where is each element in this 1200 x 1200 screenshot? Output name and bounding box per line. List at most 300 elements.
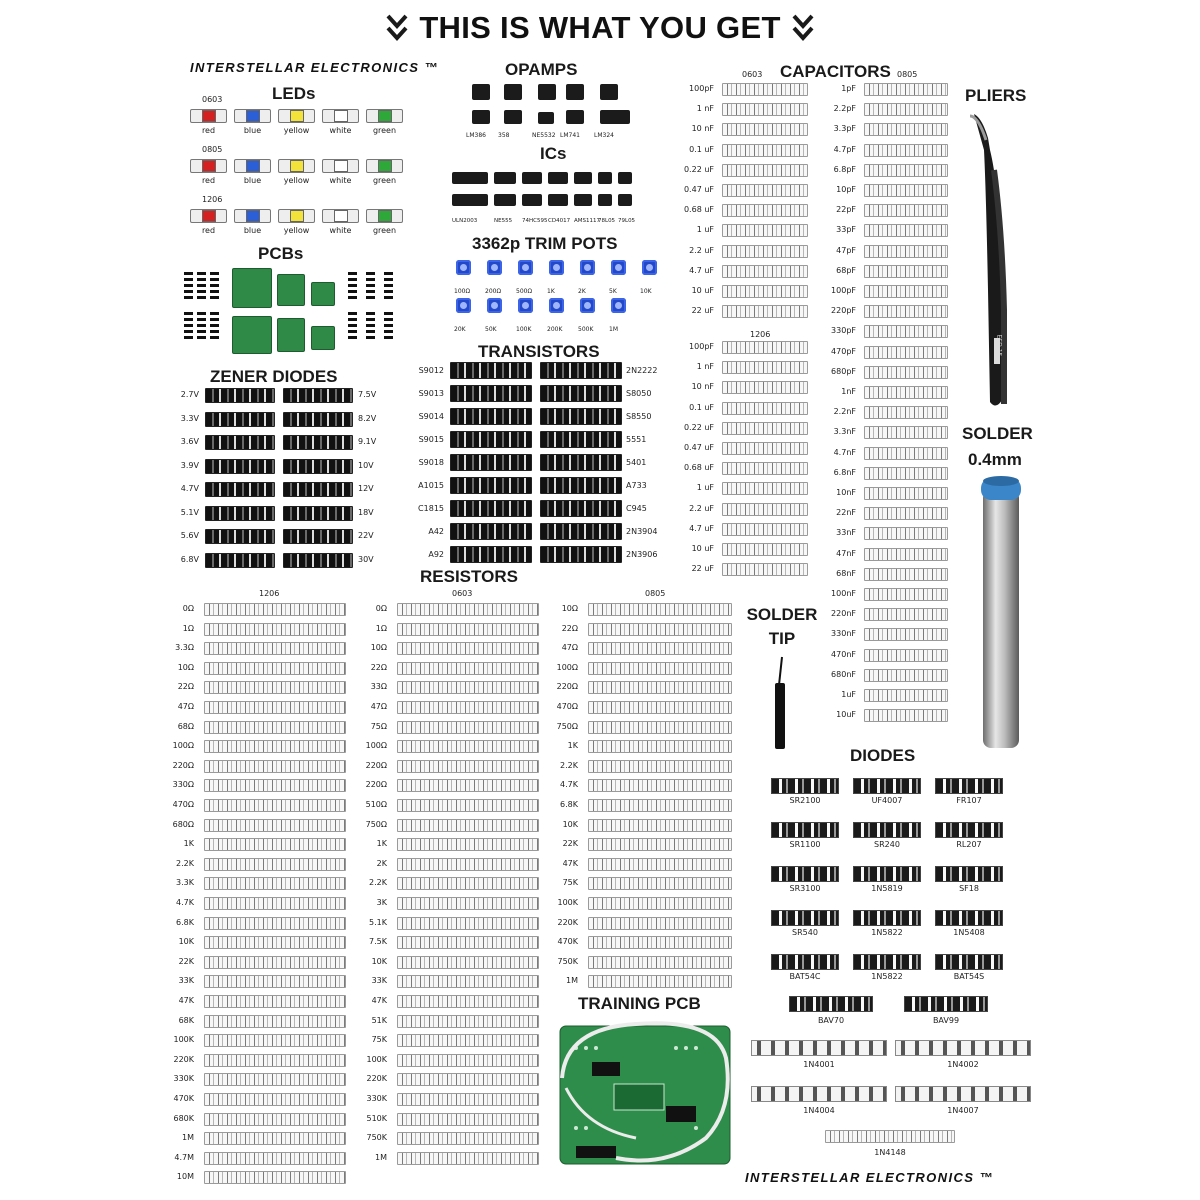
resistor-label: 6.8K — [176, 917, 194, 927]
resistor-label: 680K — [173, 1113, 194, 1123]
diode-label: 1N4004 — [803, 1106, 835, 1115]
resistor-label: 470Ω — [172, 800, 194, 809]
capacitor-label: 47pF — [836, 245, 856, 255]
transistor-strip — [540, 408, 622, 425]
resistor-strip — [588, 642, 732, 655]
brand-top: INTERSTELLAR ELECTRONICS ™ — [190, 60, 439, 75]
solder-tip-icon — [770, 655, 792, 753]
resistor-label: 330K — [173, 1074, 194, 1084]
transistor-label: A42 — [428, 527, 444, 536]
transistor-label: C945 — [626, 504, 647, 513]
zener-label: 10V — [358, 460, 374, 470]
trimpot-label: 500Ω — [516, 288, 533, 295]
led-swatch — [290, 210, 304, 222]
capacitor-label: 22 uF — [691, 306, 714, 316]
capacitor-strip — [864, 568, 948, 581]
transistor-strip — [540, 546, 622, 563]
pin-header — [366, 272, 375, 299]
resistor-label: 6.8K — [560, 800, 578, 809]
pliers-mark: ESD-15 — [995, 334, 1003, 357]
transistor-label: S9014 — [418, 412, 444, 421]
resistor-strip — [397, 877, 539, 890]
resistor-label: 100K — [173, 1035, 194, 1045]
resistor-strip — [397, 799, 539, 812]
solder-heading: SOLDER — [962, 424, 1033, 443]
transistor-label: S9018 — [418, 458, 444, 467]
resistor-strip — [397, 1015, 539, 1028]
transistor-label: S9012 — [418, 366, 444, 375]
capacitor-label: 47nF — [836, 548, 856, 558]
capacitor-label: 10uF — [836, 710, 856, 720]
zener-strip — [283, 529, 353, 544]
pin-header — [184, 272, 193, 299]
capacitor-strip — [864, 527, 948, 540]
capacitor-strip — [864, 265, 948, 278]
trimpot-label: 500K — [578, 326, 594, 333]
trimpot — [549, 298, 564, 313]
res-0805-column — [548, 603, 738, 1003]
transistor-strip — [450, 454, 532, 471]
resistor-strip — [588, 662, 732, 675]
trimpot-label: 1M — [609, 326, 618, 333]
capacitor-strip — [722, 563, 808, 576]
resistor-strip — [397, 642, 539, 655]
led-color-label: white — [329, 126, 352, 135]
ic-label: 79L05 — [618, 218, 636, 224]
diode-strip — [935, 910, 1003, 926]
transistor-strip — [540, 431, 622, 448]
capacitor-strip — [864, 649, 948, 662]
diode-strip — [853, 954, 921, 970]
capacitor-strip — [722, 103, 808, 116]
resistor-strip — [588, 858, 732, 871]
resistor-strip — [588, 975, 732, 988]
resistor-label: 51K — [371, 1015, 387, 1025]
resistor-strip — [204, 1113, 346, 1126]
resistor-label: 100Ω — [172, 741, 194, 751]
capacitor-strip — [864, 245, 948, 258]
capacitor-strip — [864, 426, 948, 439]
transistor-strip — [540, 362, 622, 379]
capacitor-label: 100pF — [689, 84, 714, 93]
capacitor-strip — [722, 305, 808, 318]
capacitor-label: 470pF — [831, 346, 856, 356]
diode-label: 1N4148 — [874, 1148, 906, 1157]
diode-label: SR1100 — [789, 840, 821, 849]
res-0805-label: 0805 — [645, 589, 666, 598]
transistor-strip — [450, 500, 532, 517]
capacitor-label: 10 uF — [691, 286, 714, 295]
led-color-label: white — [329, 226, 352, 235]
training-heading: TRAINING PCB — [578, 994, 701, 1013]
resistor-strip — [588, 838, 732, 851]
led-strip — [234, 109, 271, 123]
capacitor-label: 0.68 uF — [683, 205, 714, 215]
capacitor-strip — [864, 305, 948, 318]
diode-strip — [853, 778, 921, 794]
resistor-label: 3K — [376, 898, 387, 907]
led-color-label: red — [201, 176, 216, 185]
led-color-label: yellow — [283, 176, 310, 185]
ic-chip — [494, 172, 516, 184]
double-chevron-down-icon — [791, 12, 815, 44]
capacitor-strip — [722, 381, 808, 394]
resistor-label: 47Ω — [561, 643, 578, 653]
led-swatch — [334, 210, 348, 222]
resistor-strip — [204, 662, 346, 675]
opamp-label: LM386 — [466, 132, 486, 139]
opamp-label: NE5532 — [532, 132, 556, 139]
capacitor-strip — [722, 164, 808, 177]
zener-strip — [205, 506, 275, 521]
resistor-strip — [397, 1132, 539, 1145]
capacitor-strip — [864, 467, 948, 480]
transistor-label: C1815 — [418, 504, 444, 513]
capacitor-label: 330nF — [831, 629, 856, 639]
diode-strip — [935, 866, 1003, 882]
resistor-label: 2.2K — [176, 858, 194, 868]
capacitor-label: 2.2nF — [833, 407, 856, 417]
zener-strip — [283, 506, 353, 521]
double-chevron-down-icon — [385, 12, 409, 44]
adapter-pcb — [232, 316, 272, 354]
led-swatch — [246, 110, 260, 122]
pin-header — [197, 272, 206, 299]
trimpots-heading: 3362p TRIM POTS — [472, 234, 618, 253]
resistor-strip — [397, 1073, 539, 1086]
capacitor-label: 680pF — [831, 366, 856, 376]
capacitor-label: 0.47 uF — [683, 185, 714, 194]
resistor-strip — [397, 858, 539, 871]
resistor-strip — [397, 1034, 539, 1047]
zener-strip — [205, 412, 275, 427]
cap-0805-column — [820, 84, 952, 724]
capacitor-strip — [722, 503, 808, 516]
capacitor-strip — [722, 402, 808, 415]
capacitor-strip — [864, 669, 948, 682]
resistor-strip — [397, 662, 539, 675]
res-0603-column — [355, 603, 545, 1193]
resistor-label: 680Ω — [172, 819, 194, 829]
led-strip — [322, 109, 359, 123]
zener-strip — [283, 482, 353, 497]
diode-label: BAT54S — [953, 972, 985, 981]
resistor-strip — [204, 1073, 346, 1086]
zener-strip — [283, 412, 353, 427]
ic-label: CD4017 — [548, 218, 571, 224]
led-strip — [278, 209, 315, 223]
zener-section — [165, 388, 390, 578]
trimpot-label: 10K — [640, 288, 652, 295]
diode-strip — [825, 1130, 955, 1143]
capacitor-label: 10 uF — [691, 544, 714, 553]
resistor-label: 100K — [557, 898, 578, 907]
tweezers-icon — [960, 110, 1020, 412]
capacitor-strip — [864, 164, 948, 177]
cap-1206-label: 1206 — [750, 330, 771, 339]
trimpot-label: 200Ω — [485, 288, 502, 295]
diode-label: SF18 — [959, 884, 979, 893]
transistor-strip — [450, 546, 532, 563]
led-color-label: white — [329, 176, 352, 185]
resistor-label: 4.7M — [174, 1152, 194, 1162]
capacitor-label: 33nF — [836, 528, 856, 538]
resistor-strip — [204, 819, 346, 832]
adapter-pcb — [311, 282, 335, 306]
capacitor-strip — [864, 608, 948, 621]
led-strip — [190, 109, 227, 123]
capacitor-label: 3.3pF — [833, 124, 856, 134]
resistor-label: 1M — [566, 976, 578, 986]
resistor-strip — [397, 603, 539, 616]
diode-strip — [935, 822, 1003, 838]
zener-label: 3.6V — [180, 437, 199, 446]
zener-label: 2.7V — [180, 390, 199, 399]
capacitor-strip — [722, 123, 808, 136]
trimpot-label: 20K — [454, 326, 466, 333]
resistor-label: 0Ω — [375, 604, 387, 613]
transistors-section — [408, 362, 670, 567]
led-strip — [366, 209, 403, 223]
capacitor-label: 33pF — [836, 225, 856, 235]
resistor-label: 1Ω — [375, 623, 387, 633]
resistor-strip — [204, 858, 346, 871]
capacitor-strip — [864, 709, 948, 722]
led-size-label: 0603 — [202, 95, 223, 104]
transistor-strip — [450, 477, 532, 494]
opamp-label: LM741 — [560, 132, 580, 139]
zener-strip — [205, 435, 275, 450]
opamp-chip — [472, 110, 490, 124]
resistor-label: 220Ω — [556, 682, 578, 692]
resistor-label: 22K — [562, 839, 578, 849]
zener-strip — [283, 435, 353, 450]
capacitor-strip — [864, 447, 948, 460]
ic-chip — [452, 172, 488, 184]
resistor-strip — [588, 897, 732, 910]
resistor-strip — [397, 1093, 539, 1106]
transistor-label: 2N3904 — [626, 527, 658, 536]
resistor-strip — [204, 1015, 346, 1028]
zener-label: 12V — [358, 484, 374, 493]
trimpot-label: 50K — [485, 326, 497, 333]
resistor-label: 750Ω — [365, 819, 387, 829]
zener-strip — [205, 553, 275, 568]
led-swatch — [334, 110, 348, 122]
diode-label: 1N5822 — [871, 972, 903, 981]
transistor-label: 2N3906 — [626, 550, 658, 559]
diode-label: FR107 — [956, 796, 982, 805]
resistor-label: 4.7K — [560, 780, 578, 790]
ic-label: 74HC595 — [522, 218, 548, 224]
cap-1206-column — [676, 342, 814, 582]
resistor-strip — [204, 1034, 346, 1047]
diodes-section — [745, 768, 1045, 1163]
resistor-label: 750K — [366, 1133, 387, 1143]
resistor-strip — [588, 936, 732, 949]
resistor-strip — [588, 623, 732, 636]
resistor-strip — [204, 642, 346, 655]
resistor-label: 220Ω — [365, 780, 387, 790]
capacitor-strip — [722, 361, 808, 374]
resistor-strip — [397, 838, 539, 851]
resistor-strip — [204, 936, 346, 949]
diode-label: 1N4007 — [947, 1106, 979, 1115]
resistor-strip — [397, 760, 539, 773]
resistor-strip — [204, 1152, 346, 1165]
transistor-strip — [540, 454, 622, 471]
resistor-strip — [397, 1054, 539, 1067]
resistor-strip — [588, 701, 732, 714]
resistor-strip — [588, 740, 732, 753]
resistor-label: 47K — [371, 996, 387, 1005]
capacitor-label: 100nF — [831, 589, 856, 598]
capacitor-strip — [864, 507, 948, 520]
capacitor-label: 1uF — [841, 690, 856, 699]
transistor-strip — [450, 362, 532, 379]
resistor-strip — [397, 995, 539, 1008]
resistor-label: 1K — [183, 839, 194, 849]
diode-strip — [789, 996, 873, 1012]
trimpot — [642, 260, 657, 275]
resistor-strip — [204, 1093, 346, 1106]
led-strip — [278, 109, 315, 123]
capacitor-strip — [864, 386, 948, 399]
ic-chip — [522, 172, 542, 184]
diode-label: SR540 — [792, 928, 818, 937]
capacitor-label: 0.68 uF — [683, 463, 714, 473]
ic-chip — [574, 172, 592, 184]
resistor-label: 750K — [557, 956, 578, 966]
capacitor-label: 0.22 uF — [683, 164, 714, 174]
res-1206-column — [160, 603, 350, 1193]
diode-strip — [935, 778, 1003, 794]
led-color-label: blue — [243, 126, 262, 135]
page-title — [0, 6, 1200, 50]
opamp-chip — [566, 110, 584, 124]
transistor-strip — [540, 500, 622, 517]
capacitor-label: 68nF — [836, 568, 856, 578]
resistor-label: 22K — [178, 956, 194, 966]
resistor-strip — [204, 603, 346, 616]
diode-label: BAV70 — [817, 1016, 845, 1025]
resistor-label: 330Ω — [172, 780, 194, 790]
resistor-strip — [397, 917, 539, 930]
resistor-label: 10Ω — [177, 662, 194, 672]
transistor-strip — [450, 408, 532, 425]
resistor-strip — [588, 681, 732, 694]
ic-chip — [548, 172, 568, 184]
capacitor-strip — [722, 341, 808, 354]
pin-header — [184, 312, 193, 339]
zener-label: 5.6V — [180, 531, 199, 540]
led-swatch — [378, 160, 392, 172]
resistor-strip — [397, 623, 539, 636]
resistor-label: 1K — [567, 741, 578, 751]
resistor-strip — [588, 603, 732, 616]
trimpot-label: 2K — [578, 288, 586, 295]
diode-label: 1N5408 — [953, 928, 985, 937]
capacitor-strip — [722, 224, 808, 237]
led-color-label: blue — [243, 176, 262, 185]
transistor-label: S9013 — [418, 389, 444, 398]
capacitor-strip — [722, 144, 808, 157]
led-color-label: red — [201, 126, 216, 135]
capacitor-label: 10 nF — [691, 382, 714, 392]
resistor-label: 0Ω — [182, 604, 194, 613]
capacitor-strip — [864, 285, 948, 298]
resistor-strip — [204, 623, 346, 636]
ic-chip — [598, 194, 612, 206]
zener-label: 4.7V — [180, 484, 199, 493]
resistor-strip — [204, 995, 346, 1008]
resistors-heading: RESISTORS — [420, 567, 518, 586]
pin-header — [348, 272, 357, 299]
resistor-strip — [204, 1132, 346, 1145]
diode-strip — [771, 910, 839, 926]
resistor-strip — [204, 799, 346, 812]
capacitor-label: 3.3nF — [833, 427, 856, 437]
resistor-strip — [397, 1152, 539, 1165]
trimpot — [456, 260, 471, 275]
opamp-chip — [504, 110, 522, 124]
diode-strip — [751, 1086, 887, 1102]
opamp-chip — [504, 84, 522, 100]
capacitor-label: 4.7pF — [833, 144, 856, 154]
transistor-label: S9015 — [418, 435, 444, 444]
resistor-strip — [204, 681, 346, 694]
resistor-strip — [204, 975, 346, 988]
resistor-strip — [397, 721, 539, 734]
resistor-label: 4.7K — [176, 898, 194, 907]
transistor-label: A92 — [428, 550, 444, 559]
pin-header — [348, 312, 357, 339]
diode-label: 1N5822 — [871, 928, 903, 937]
opamp-chip — [566, 84, 584, 100]
diode-strip — [853, 910, 921, 926]
leds-heading: LEDs — [272, 84, 316, 103]
resistor-strip — [397, 897, 539, 910]
opamp-chip — [472, 84, 490, 100]
resistor-strip — [204, 760, 346, 773]
led-swatch — [290, 110, 304, 122]
capacitor-label: 470nF — [831, 649, 856, 659]
capacitor-strip — [864, 628, 948, 641]
resistor-label: 22Ω — [370, 662, 387, 672]
resistor-label: 2K — [376, 858, 387, 868]
resistor-strip — [397, 701, 539, 714]
capacitor-label: 22nF — [836, 508, 856, 518]
led-strip — [366, 109, 403, 123]
led-swatch — [290, 160, 304, 172]
transistor-strip — [450, 523, 532, 540]
led-swatch — [334, 160, 348, 172]
resistor-strip — [204, 740, 346, 753]
capacitor-strip — [864, 325, 948, 338]
led-swatch — [378, 110, 392, 122]
transistor-strip — [540, 523, 622, 540]
transistor-label: 5401 — [626, 458, 647, 467]
capacitor-label: 100pF — [689, 342, 714, 351]
capacitor-strip — [722, 462, 808, 475]
capacitor-label: 1 nF — [696, 104, 714, 114]
resistor-label: 470Ω — [556, 702, 578, 711]
diode-strip — [853, 822, 921, 838]
trimpot — [580, 298, 595, 313]
zener-label: 3.9V — [180, 460, 199, 470]
transistors-heading: TRANSISTORS — [478, 342, 600, 361]
resistor-label: 1M — [375, 1152, 387, 1162]
